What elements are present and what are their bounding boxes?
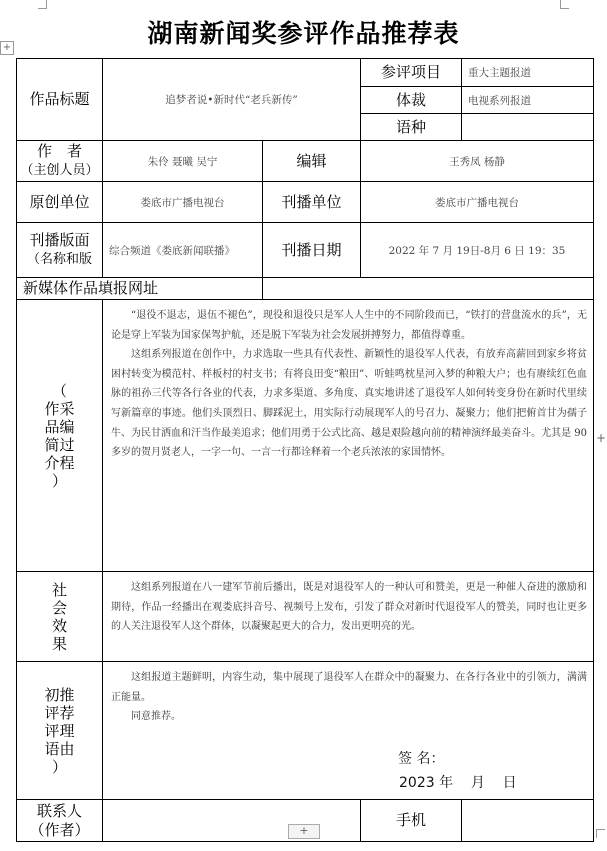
review-label-line: 语由 (44, 739, 75, 758)
contact-label-line2: （作者） (29, 820, 90, 839)
contact-label-line1: 联系人 (36, 801, 82, 820)
process-label-line: 介程 (44, 453, 75, 472)
author-label-line2: （主创人员） (20, 163, 99, 178)
contact-value[interactable] (103, 800, 361, 842)
effect-label-line: 会 (51, 598, 67, 617)
signature-date: 2023 年 月 日 (399, 775, 517, 791)
signature-label: 签 名： (398, 751, 445, 767)
process-label-line: ） (51, 471, 67, 490)
publish-unit-label: 刊播单位 (263, 182, 361, 223)
phone-label: 手机 (361, 800, 462, 842)
origin-unit-label: 原创单位 (17, 182, 103, 223)
work-title-value[interactable]: 追梦者说•新时代“老兵新传” (103, 59, 361, 141)
effect-paragraph: 这组系列报道在八一建军节前后播出，既是对退役军人的一种认可和赞美，更是一种催人奋进的激励和期待，作品一经播出在观娄底抖音号、视频号上发布，引发了群众对新时代退役军人的赞美，同时也让更多的人关注退役军人这个群体，以凝聚起更大的合力，发出更明亮的光。 (111, 582, 587, 633)
publish-date-label: 刊播日期 (263, 223, 361, 278)
author-value[interactable]: 朱伶 聂曦 吴宁 (103, 141, 263, 182)
document-title: 湖南新闻奖参评作品推荐表 (147, 19, 460, 48)
phone-value[interactable] (462, 800, 594, 842)
url-label: 新媒体作品填报网址 (17, 278, 263, 300)
publish-unit-value[interactable]: 娄底市广播电视台 (361, 182, 594, 223)
table-move-handle-icon[interactable]: + (0, 41, 14, 55)
review-label (17, 662, 103, 800)
process-content[interactable] (103, 300, 594, 572)
origin-unit-value[interactable]: 娄底市广播电视台 (103, 182, 263, 223)
layout-value[interactable]: 综合频道《娄底新闻联播》 (103, 223, 263, 278)
language-label: 语种 (361, 114, 462, 141)
effect-label (17, 572, 103, 662)
entry-category-value[interactable]: 重大主题报道 (462, 59, 594, 87)
genre-label: 体裁 (361, 87, 462, 114)
author-label-line1: 作 者 (36, 142, 82, 160)
process-label-line: 作采 (44, 399, 75, 418)
language-value[interactable] (462, 114, 594, 141)
process-label-line: （ (51, 381, 67, 400)
review-label-line: 评荐 (44, 703, 75, 722)
review-label-line: 评理 (44, 721, 75, 740)
effect-content[interactable] (103, 572, 594, 662)
entry-category-label: 参评项目 (361, 59, 462, 87)
process-label (17, 300, 103, 572)
process-paragraph: “退役不退志，退伍不褪色”，现役和退役只是军人人生中的不同阶段而已，“铁打的营盘流水的兵”，无论是穿上军装为国家保驾护航，还是脱下军装为社会发展拼搏努力，都值得尊重。 (111, 310, 587, 341)
side-insert-marker-icon[interactable]: + (596, 431, 607, 445)
crop-mark-icon (560, 0, 569, 9)
contact-label (17, 800, 103, 842)
process-label-line: 简过 (44, 435, 75, 454)
resize-handle-icon[interactable] (596, 829, 605, 838)
review-label-line: 初推 (44, 685, 75, 704)
layout-label-line1: 刊播版面 (29, 231, 90, 249)
layout-label (17, 223, 103, 278)
effect-label-line: 社 (51, 580, 67, 599)
editor-value[interactable]: 王秀凤 杨静 (361, 141, 594, 182)
add-row-button[interactable]: + (288, 824, 320, 839)
review-content[interactable] (103, 662, 594, 800)
review-paragraph: 同意推荐。 (131, 711, 181, 723)
effect-label-line: 果 (51, 634, 67, 653)
author-label (17, 141, 103, 182)
process-label-line: 品编 (44, 417, 75, 436)
genre-value[interactable]: 电视系列报道 (462, 87, 594, 114)
process-paragraph: 这组系列报道在创作中，力求选取一些具有代表性、新颖性的退役军人代表，有放弃高薪回到家乡将贫困村转变为模范村、样板村的村支书；有将良田变“粮田”、听蛙鸣枕星河入梦的种粮大户；也有赓续红色血脉的祖孙三代等各行各业的代表，力求多渠道、多角度、真实地讲述了退役军人如何转变身份在新时代里续写新篇章的事迹。他们头顶烈日、脚踩泥土，用实际行动展现军人的号召力、凝聚力；他们把俯首甘为孺子牛、为民甘洒血和汗当作最美追求；他们用勇于公式比高、越是艰险越向前的精神演绎最美奋斗。尤其是 90 多岁的贺月贤老人，一字一句、一言一行都诠释着一个老兵浓浓的家国情怀。 (111, 349, 587, 459)
publish-date-value[interactable]: 2022 年 7 月 19日-8月 6 日 19：35 (361, 223, 594, 278)
recommendation-form-table (16, 58, 594, 842)
work-title-label: 作品标题 (17, 59, 103, 141)
review-paragraph: 这组报道主题鲜明，内容生动，集中展现了退役军人在群众中的凝聚力、在各行各业中的引领力，满满正能量。 (111, 672, 587, 703)
effect-label-line: 效 (51, 616, 67, 635)
layout-label-line2: （名称和版 (26, 252, 92, 267)
url-value[interactable] (263, 278, 594, 300)
review-label-line: ） (51, 757, 67, 776)
editor-label: 编辑 (263, 141, 361, 182)
crop-mark-icon (38, 0, 47, 9)
